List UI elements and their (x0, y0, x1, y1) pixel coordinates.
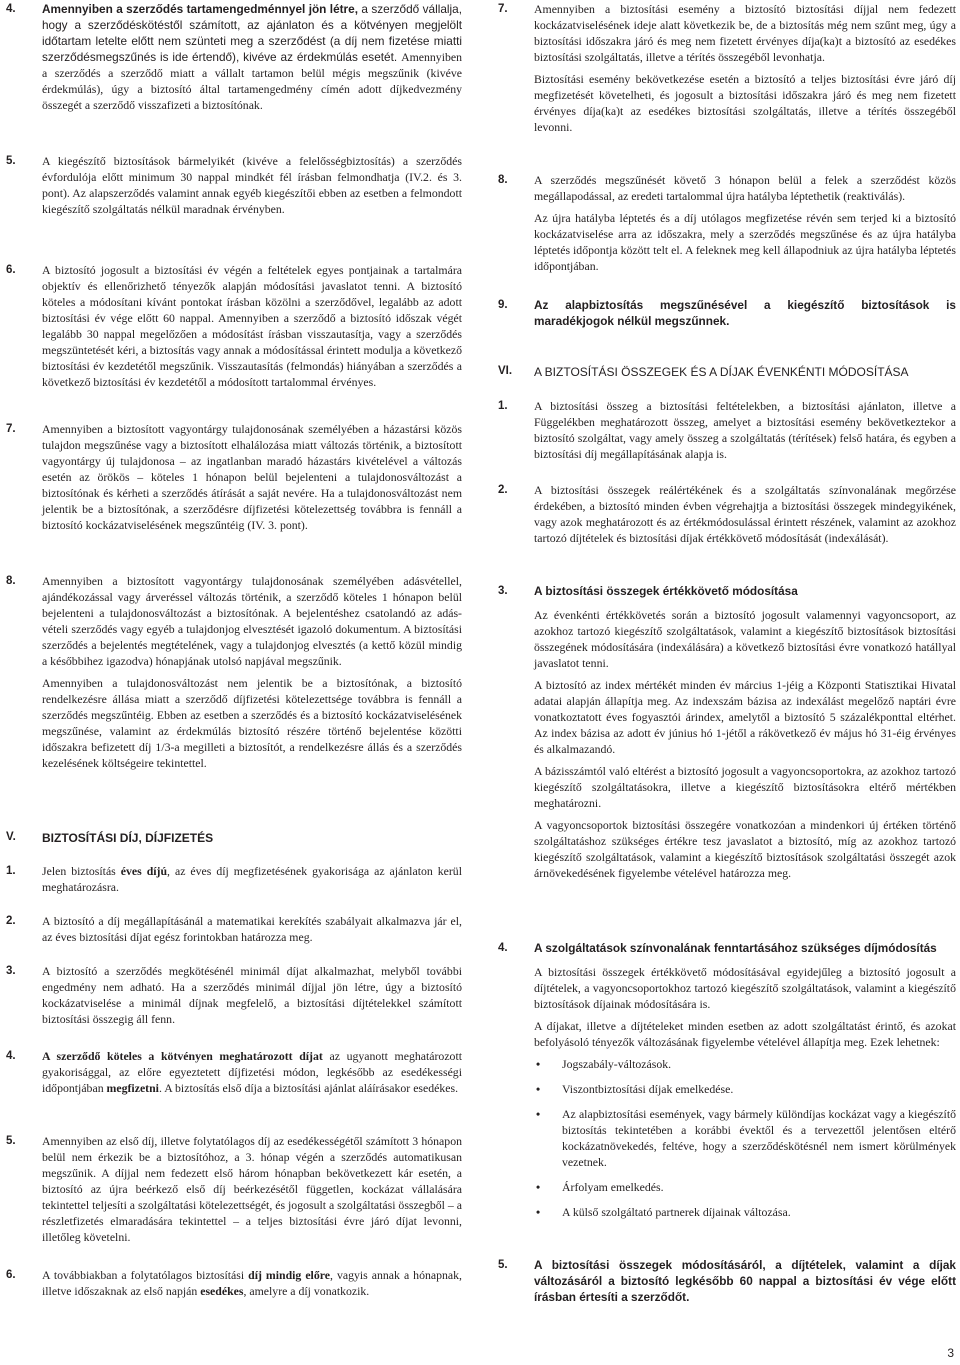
clause-number: 4. (498, 942, 508, 954)
clause-text (42, 153, 462, 217)
clause-bold-text: A szerződő köteles a kötvényen meghatározott díjat (42, 1049, 323, 1063)
clause-text: Amennyiben a tulajdonosváltozást nem jelentik be a biztosítónak, a biztosító rendelkezésre állása miatt a szerződő díjfizetési kötelezettsége továbbra is fennáll a szerződés megszűntéig. Ebben az esetben a szerződés és a biztosító kockázatviselésének megszűnése, valamint az érdekmúlás biztosító részére történő bejelentése közötti időszakra befizetett díj 1/3-a megilleti a biztosítót, a rendelkezésre állás és a szerződés kezelésének költségeire tekintettel. (42, 676, 462, 770)
clause-text: A biztosító a díj megállapításánál a matematikai kerekítés szabályait alkalmazva jár el, az éves biztosítási díjat egész forintokban határozza meg. (42, 914, 462, 944)
clause-v-1 (6, 863, 462, 895)
clause-number: 6. (6, 1269, 16, 1281)
clause-number: 8. (6, 575, 16, 587)
clause-title: A szolgáltatások színvonalának fenntartásához szükséges díjmódosítás (534, 941, 937, 955)
clause-v-6 (6, 1267, 462, 1299)
clause-6 (6, 262, 462, 390)
clause-bold-text: esedékes (200, 1284, 244, 1298)
clause-text (42, 1, 462, 113)
clause-text-part: Jelen biztosítás (42, 864, 121, 878)
clause-text (42, 1267, 462, 1299)
list-item-text: Jogszabály-változások. (562, 1057, 672, 1071)
clause-text-part: A továbbiakban a folytatólagos biztosítási (42, 1268, 249, 1282)
list-item (534, 1106, 956, 1170)
bullet-icon: • (536, 1205, 541, 1219)
clause-text-part: a szerződő vállalja, hogy a szerződéskötéstől számított, az ajánlaton és a kötvényen megjelölt időtartam letelte előtt nem szünteti meg a szerződést (a díj nem fizetése miatti szerződésmegszűnés is ide értendő), kivéve az érdekmúlás esetét. (42, 2, 462, 64)
clause-text: Az évenkénti értékkövetés során a biztosító jogosult valamennyi vagyoncsoport, az azokhoz tartozó kiegészítő szolgáltatások, valamint a kiegészítő biztosítások biztosítási összegének módosítására (indexálására) a következő biztosítási évre vonatkozó hatállyal javaslatot tenni. (534, 608, 956, 670)
clause-number: 8. (498, 174, 508, 186)
clause-text: A vagyoncsoportok biztosítási összegére vonatkozóan a mindenkori új értéken történő szolgáltatáshoz szükséges értékre tesz javaslatot a biztosító, míg az azokhoz tartozó kiegészítő szolgáltatások, valamint a kiegészítő biztosítások szolgáltatási összegét azok árnövekedésének figyelembe vételével határozza meg. (534, 818, 956, 880)
clause-text: A biztosítási összegek reálértékének és a szolgáltatás színvonalának megőrzése érdekében, a biztosító minden évben végrehajtja a biztosítási összegek mindegyikének, vagy azok meghatározott és az értékmódosulással érintett részének, valamint az azokhoz tartozó díjtételek és biztosítási díjak értékkövető módosítását (indexálását). (534, 483, 956, 545)
list-item (534, 1056, 956, 1072)
clause-number: 5. (6, 1135, 16, 1147)
bullet-list (534, 1056, 956, 1220)
clause-number: 5. (6, 155, 16, 167)
clause-text: A bázisszámtól való eltérést a biztosító jogosult a vagyoncsoportokra, az azokhoz tartozó kiegészítő szolgáltatásokra, illetve a kiegészítő biztosításokra eltérő mértékben meghatározni. (534, 764, 956, 810)
clause-v-5 (6, 1133, 462, 1245)
clause-text-part: , vagyis annak a hónapnak, illetve időszaknak az első napján (42, 1268, 462, 1298)
bullet-icon: • (536, 1082, 541, 1096)
clause-bold-text: Az alapbiztosítás megszűnésével a kiegészítő biztosítások is maradékjogok nélkül megszűnnek. (534, 298, 956, 328)
clause-number: 7. (6, 423, 16, 435)
clause-7-right (498, 1, 956, 135)
clause-vi-1 (498, 398, 956, 462)
clause-text: A szerződés megszűnését követő 3 hónapon belül a felek a szerződést közös megállapodással, az eredeti tartalommal újra hatályba léptethetik (reaktiválás). (534, 173, 956, 203)
clause-text: A biztosító az index mértékét minden év március 1-jéig a Központi Statisztikai Hivatal adatai alapján állapítja meg. Az indexszám bázisa az indexálást megelőző naptári évre vonatkoztatott éves fogyasztói árindex, amelytől a biztosító 5 százalékponttal eltérhet. Az index bázisa az adott év június hó 1-jétől a rákövetkező év május hó 31-éig érvényes és alkalmazandó. (534, 678, 956, 756)
clause-text: A biztosítási összeg a biztosítási feltételekben, a biztosítási ajánlaton, illetve a Függelékben meghatározott összeg, amelyet a biztosítási esemény bekövetkeztekor a biztosító szolgáltat, vagy amely összeg a szolgáltatás (térítések) felső határa, és egyben a biztosítási díj megállapításának alapja is. (534, 399, 956, 461)
clause-text (42, 863, 462, 895)
clause-number: 3. (6, 965, 16, 977)
clause-text: Amennyiben a biztosított vagyontárgy tulajdonosának személyében a házastársi közös tulajdon megszűnése vagy a biztosított elhalálozása miatt változás történik, a biztosított vagyontárgy új tulajdonosa – az ingatlanban maradó házastárs kivételével a változás esetén az örökös – köteles 1 hónapon belül bejelenteni a tulajdonosváltozást a biztosítónak és kérheti a szerződés átírását a saját nevére. Ha a tulajdonosváltozást nem jelentik be a biztosítónak, a szerződésre díjfizetési kötelezettség továbbra is fennáll a biztosító kockázatviselésének megszűntéig (IV. 3. pont). (42, 422, 462, 532)
section-v-heading (6, 829, 462, 847)
clause-bold-text: megfizetni (106, 1081, 159, 1095)
clause-text-part: A kiegészítő biztosítások bármelyikét (kivéve a felelősségbiztosítás) a szerződés évfordulója előtt minimum 30 nappal mindkét fél írásban felmondhatja (IV.2. és 3. pont). (42, 154, 462, 200)
clause-text-part: Az alapszerződés valamint annak egyéb kiegészítői ebben az esetben a felmondott kiegészítő szolgáltatás nélkül maradnak érvényben. (42, 186, 462, 216)
clause-8 (6, 573, 462, 771)
clause-title: A biztosítási összegek értékkövető módosítása (534, 584, 798, 598)
clause-vi-3 (498, 583, 956, 881)
clause-vi-4 (498, 940, 956, 1229)
clause-number: 5. (498, 1259, 508, 1271)
clause-text-part: az ugyanott meghatározott gyakorisággal, az előre egyeztetett díjfizetési módon, legkésőbb az esedékességi időpontjában (42, 1049, 463, 1095)
clause-vi-2 (498, 482, 956, 546)
clause-bold-text: Amennyiben a szerződés tartamengedménnyel jön létre, (42, 2, 358, 16)
clause-number: 2. (498, 484, 508, 496)
clause-text: A biztosító a szerződés megkötésénél minimál díjat alkalmazhat, melyből további engedmény nem adható. Ha a szerződés minimál díjjal jön létre, úgy a biztosító kockázatviselése a minimál díjnak megfelelő, a biztosítási díjtételekkel számított biztosítási összegig áll fenn. (42, 964, 462, 1026)
clause-text: Amennyiben a biztosítási esemény a biztosító biztosítási díjjal nem fedezett kockázatviselésének ideje alatt következik be, de a biztosítás még nem szűnt meg, úgy a biztosítási időszakra járó és meg nem fizetett érvényes díja(ka)t a biztosító az esedékes biztosítási szolgáltatás, illetve a térítés összegéből levonhatja. (534, 2, 956, 64)
clause-number: 1. (6, 865, 16, 877)
clause-number: 6. (6, 264, 16, 276)
clause-number: 7. (498, 3, 508, 15)
clause-number: 1. (498, 400, 508, 412)
clause-4 (6, 1, 462, 113)
clause-number: 2. (6, 915, 16, 927)
section-number: V. (6, 831, 16, 843)
page-number: 3 (947, 1346, 954, 1360)
clause-vi-5 (498, 1257, 956, 1305)
clause-number: 4. (6, 1050, 16, 1062)
bullet-icon: • (536, 1107, 541, 1121)
clause-text: A díjakat, illetve a díjtételeket minden esetben az adott szolgáltatást érintő, és azokat befolyásoló tényezők változásának figyelembe vételével állapítja meg. Ezek lehetnek: (534, 1019, 956, 1049)
clause-bold-text: díj mindig előre (248, 1268, 330, 1282)
section-vi-heading (498, 363, 956, 381)
clause-text (42, 1048, 462, 1096)
clause-text: A biztosítási összegek értékkövető módosításával egyidejűleg a biztosító jogosult a díjtételek, a vagyoncsoportokhoz tartozó kiegészítő szolgáltatások, valamint a kiegészítő biztosítások díjainak módosítására is. (534, 965, 956, 1011)
clause-bold-text: éves díjú (120, 864, 168, 878)
clause-v-2 (6, 913, 462, 945)
clause-9-right (498, 297, 956, 329)
list-item (534, 1081, 956, 1097)
clause-text-part: Amennyiben a szerződés a szerződő miatt a vállalt tartamon belül mégis megszűnik (kivéve érdekmúlás), úgy a biztosító által tartamengedmény címén adott díjkedvezmény összegét a szerződő visszafizeti a biztosítónak. (42, 50, 462, 112)
bullet-icon: • (536, 1180, 541, 1194)
clause-number: 3. (498, 585, 508, 597)
clause-bold-text: A biztosítási összegek módosításáról, a díjtételek, valamint a díjak változásáról a biztosító legkésőbb 60 nappal a biztosítási év vége előtt írásban értesíti a szerződőt. (534, 1258, 956, 1304)
clause-7 (6, 421, 462, 533)
clause-text: Amennyiben a biztosított vagyontárgy tulajdonosának személyében adásvétellel, ajándékozással vagy árveréssel változás történik, a szerződő köteles 1 hónapon belül bejelenteni a tulajdonosváltozást a biztosítónak. A bejelentéshez csatolandó az adás-vételi szerződés vagy egyéb a tulajdonjog elvesztését igazoló dokumentum. A biztosítási szerződés a bejelentés megtételének, vagy a tulajdonjog elvesztés (a kettő közül mindig a későbbihez igazodva) hónapjának utolsó napjával megszűnik. (42, 574, 462, 668)
clause-text: Biztosítási esemény bekövetkezése esetén a biztosító a teljes biztosítási évre járó díj megfizetését követelheti, és jogosult a biztosítási időszakra járó és meg nem fizetett érvényes díja(ka)t az esedékes biztosítási szolgáltatás, illetve a térítés összegéből levonni. (534, 72, 956, 134)
list-item-text: A külső szolgáltató partnerek díjainak változása. (562, 1205, 791, 1219)
clause-text-part: , amelyre a díj vonatkozik. (243, 1284, 370, 1298)
list-item-text: Viszontbiztosítási díjak emelkedése. (562, 1082, 734, 1096)
clause-text: A biztosító jogosult a biztosítási év végén a feltételek egyes pontjainak a tartalmára objektív és ellenőrizhető tényezők alapján módosítási javaslatot tenni. A biztosító köteles a módosítani kívánt pontokat írásban közölni a szerződővel, legalább az adott biztosítási év vége előtt 60 nappal. Amennyiben a szerződő a biztosító időszak végét legalább 30 nappal megelőzően a módosítást írásban visszautasítja, vagy a szerződés megszüntetését kéri, a biztosítás vagy annak a módosítással érintett modulja a következő biztosítási év kezdetétől megszűnik. Visszautasítás (felmondás) hiányában a szerződés a következő biztosítási év kezdetétől a módosított tartalommal érvényes. (42, 263, 462, 389)
clause-text-part: , az éves díj megfizetésének gyakorisága az ajánlaton kerül meghatározásra. (42, 864, 462, 894)
clause-v-3 (6, 963, 462, 1027)
clause-number: 9. (498, 299, 508, 311)
list-item (534, 1179, 956, 1195)
section-title: A BIZTOSÍTÁSI ÖSSZEGEK ÉS A DÍJAK ÉVENKÉNTI MÓDOSÍTÁSA (534, 365, 909, 379)
clause-8-right (498, 172, 956, 274)
clause-text-part: . A biztosítás első díja a biztosítási ajánlat aláírásakor esedékes. (158, 1081, 459, 1095)
section-number: VI. (498, 365, 513, 377)
clause-5 (6, 153, 462, 217)
list-item (534, 1204, 956, 1220)
clause-text: Amennyiben az első díj, illetve folytatólagos díj az esedékességétől számított 3 hónapon belül nem érkezik be a biztosítóhoz, a 3. hónap végén a szerződés automatikusan megszűnik. A díjjal nem fedezett első három hónapban bekövetkezett kár esetén, a biztosító az újra beérkező első díj beérkezésétől független, kockázat vállalására tekintettel teljesíti a szolgáltatási kötelezettségét, és jogosult a szolgáltatási összegből – a részletfizetés elmaradására tekintettel – a teljes biztosítási évre járó díjat levonni, illetőleg követelni. (42, 1134, 462, 1244)
bullet-icon: • (536, 1057, 541, 1071)
clause-number: 4. (6, 3, 16, 15)
list-item-text: Az alapbiztosítási események, vagy bármely különdíjas kockázat vagy a kiegészítő biztosítás tekintetében a korábbi évektől és a tervezettől jelentősen eltérő kockázatnövekedés, feltéve, hogy a szerződéskötésnél nem ismert körülmények vezetnek. (562, 1107, 956, 1169)
section-title: BIZTOSÍTÁSI DÍJ, DÍJFIZETÉS (42, 831, 214, 845)
list-item-text: Árfolyam emelkedés. (562, 1180, 664, 1194)
clause-text: Az újra hatályba léptetés és a díj utólagos megfizetése révén sem terjed ki a biztosító kockázatviselése arra az időszakra, mely a szerződés megszűnése és az újra hatályba léptetés időpontja között telt el. A feleknek meg kell állapodniuk az újra hatályba léptetés időpontjában. (534, 211, 956, 273)
clause-v-4 (6, 1048, 462, 1096)
